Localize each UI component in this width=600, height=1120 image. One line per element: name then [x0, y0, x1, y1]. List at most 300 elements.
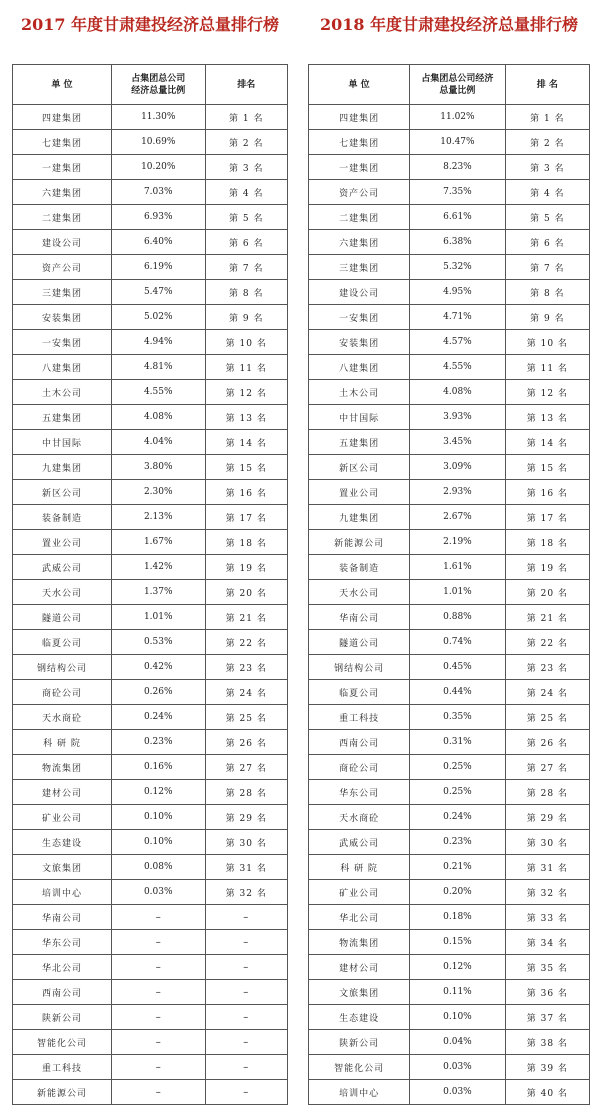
share-cell: 6.61%: [410, 205, 506, 230]
rank-cell: 第 14 名: [505, 430, 589, 455]
share-cell: 4.57%: [410, 330, 506, 355]
table-row: [13, 980, 288, 1005]
table-row: [309, 130, 590, 155]
unit-cell: 天水商砼: [13, 705, 112, 730]
table-row: [309, 930, 590, 955]
header-share: [410, 65, 506, 105]
table-row: [309, 430, 590, 455]
share-cell: 0.16%: [112, 755, 206, 780]
unit-cell: 隧道公司: [13, 605, 112, 630]
rank-cell: 第 8 名: [205, 280, 288, 305]
share-cell: 4.71%: [410, 305, 506, 330]
share-cell: 0.35%: [410, 705, 506, 730]
rank-cell: 第 18 名: [505, 530, 589, 555]
share-cell: –: [112, 1055, 206, 1080]
table-row: [13, 555, 288, 580]
table-row: [309, 1005, 590, 1030]
table-row: [309, 405, 590, 430]
rank-cell: 第 27 名: [205, 755, 288, 780]
rank-cell: 第 12 名: [505, 380, 589, 405]
share-cell: 0.23%: [112, 730, 206, 755]
rank-cell: 第 16 名: [205, 480, 288, 505]
unit-cell: 置业公司: [309, 480, 410, 505]
table-row: [309, 805, 590, 830]
share-cell: 0.03%: [410, 1055, 506, 1080]
share-cell: 0.12%: [410, 955, 506, 980]
table-row: [309, 380, 590, 405]
share-cell: 0.24%: [112, 705, 206, 730]
rank-cell: 第 5 名: [205, 205, 288, 230]
share-cell: 0.74%: [410, 630, 506, 655]
rank-cell: 第 21 名: [505, 605, 589, 630]
table-row: [309, 330, 590, 355]
table-row: [13, 505, 288, 530]
share-cell: 0.03%: [410, 1080, 506, 1105]
header-unit: 单 位: [309, 65, 410, 105]
table-row: [309, 480, 590, 505]
share-cell: 2.67%: [410, 505, 506, 530]
rank-cell: 第 7 名: [205, 255, 288, 280]
share-cell: 0.03%: [112, 880, 206, 905]
ranking-2017-body: [13, 105, 288, 1105]
rank-cell: 第 9 名: [505, 305, 589, 330]
rank-cell: 第 32 名: [505, 880, 589, 905]
unit-cell: 中甘国际: [309, 405, 410, 430]
table-row: [13, 655, 288, 680]
rank-cell: 第 35 名: [505, 955, 589, 980]
unit-cell: 智能化公司: [13, 1030, 112, 1055]
table-row: [309, 555, 590, 580]
unit-cell: 矿业公司: [309, 880, 410, 905]
unit-cell: 建材公司: [13, 780, 112, 805]
share-cell: 10.20%: [112, 155, 206, 180]
rank-cell: 第 15 名: [205, 455, 288, 480]
share-cell: 0.31%: [410, 730, 506, 755]
share-cell: 0.04%: [410, 1030, 506, 1055]
unit-cell: 生态建设: [13, 830, 112, 855]
share-cell: 2.93%: [410, 480, 506, 505]
rank-cell: 第 11 名: [505, 355, 589, 380]
rank-cell: 第 5 名: [505, 205, 589, 230]
rank-cell: 第 18 名: [205, 530, 288, 555]
rank-cell: 第 13 名: [505, 405, 589, 430]
rank-cell: 第 6 名: [205, 230, 288, 255]
unit-cell: 重工科技: [309, 705, 410, 730]
rank-cell: 第 40 名: [505, 1080, 589, 1105]
unit-cell: 生态建设: [309, 1005, 410, 1030]
rank-cell: 第 24 名: [205, 680, 288, 705]
unit-cell: 物流集团: [309, 930, 410, 955]
share-cell: 3.45%: [410, 430, 506, 455]
unit-cell: 陕新公司: [13, 1005, 112, 1030]
share-cell: –: [112, 905, 206, 930]
rank-cell: 第 12 名: [205, 380, 288, 405]
share-cell: 8.23%: [410, 155, 506, 180]
unit-cell: 华南公司: [309, 605, 410, 630]
table-row: [13, 755, 288, 780]
rank-cell: 第 16 名: [505, 480, 589, 505]
unit-cell: 一建集团: [309, 155, 410, 180]
share-cell: 0.53%: [112, 630, 206, 655]
table-row: [13, 455, 288, 480]
rank-cell: 第 30 名: [205, 830, 288, 855]
share-cell: 2.19%: [410, 530, 506, 555]
unit-cell: 天水公司: [13, 580, 112, 605]
rank-cell: 第 6 名: [505, 230, 589, 255]
table-row: [309, 730, 590, 755]
unit-cell: 六建集团: [13, 180, 112, 205]
header-share: [112, 65, 206, 105]
table-row: [309, 1030, 590, 1055]
unit-cell: 七建集团: [13, 130, 112, 155]
rank-cell: 第 27 名: [505, 755, 589, 780]
table-row: [309, 780, 590, 805]
unit-cell: 建材公司: [309, 955, 410, 980]
table-row: [309, 830, 590, 855]
unit-cell: 华北公司: [13, 955, 112, 980]
rank-cell: 第 1 名: [205, 105, 288, 130]
table-row: [309, 855, 590, 880]
table-row: [13, 930, 288, 955]
rank-cell: 第 17 名: [205, 505, 288, 530]
unit-cell: 钢结构公司: [309, 655, 410, 680]
unit-cell: 培训中心: [13, 880, 112, 905]
table-row: [13, 680, 288, 705]
rank-cell: 第 34 名: [505, 930, 589, 955]
unit-cell: 二建集团: [309, 205, 410, 230]
rank-cell: 第 31 名: [205, 855, 288, 880]
table-row: [13, 305, 288, 330]
table-row: [309, 355, 590, 380]
ranking-2018-panel: [308, 0, 590, 1105]
rank-cell: 第 20 名: [205, 580, 288, 605]
table-row: [309, 505, 590, 530]
rank-cell: 第 4 名: [505, 180, 589, 205]
table-row: [309, 580, 590, 605]
unit-cell: 西南公司: [309, 730, 410, 755]
table-row: [13, 230, 288, 255]
share-cell: 5.02%: [112, 305, 206, 330]
share-cell: 4.94%: [112, 330, 206, 355]
share-cell: 11.30%: [112, 105, 206, 130]
rank-cell: 第 2 名: [205, 130, 288, 155]
share-cell: 0.21%: [410, 855, 506, 880]
unit-cell: 智能化公司: [309, 1055, 410, 1080]
share-cell: 0.88%: [410, 605, 506, 630]
share-cell: 4.04%: [112, 430, 206, 455]
table-row: [309, 1055, 590, 1080]
share-cell: 11.02%: [410, 105, 506, 130]
table-header-row: [13, 65, 288, 105]
share-cell: 0.10%: [410, 1005, 506, 1030]
unit-cell: 钢结构公司: [13, 655, 112, 680]
rank-cell: 第 39 名: [505, 1055, 589, 1080]
table-row: [13, 1030, 288, 1055]
share-cell: –: [112, 1030, 206, 1055]
table-row: [13, 130, 288, 155]
table-row: [309, 205, 590, 230]
share-cell: 3.09%: [410, 455, 506, 480]
table-row: [309, 1080, 590, 1105]
share-cell: 1.67%: [112, 530, 206, 555]
rank-cell: 第 15 名: [505, 455, 589, 480]
unit-cell: 华南公司: [13, 905, 112, 930]
share-cell: 1.01%: [112, 605, 206, 630]
unit-cell: 五建集团: [13, 405, 112, 430]
unit-cell: 装备制造: [309, 555, 410, 580]
rank-cell: –: [205, 980, 288, 1005]
unit-cell: 华东公司: [309, 780, 410, 805]
unit-cell: 三建集团: [13, 280, 112, 305]
table-row: [13, 605, 288, 630]
share-cell: 0.12%: [112, 780, 206, 805]
header-rank: 排名: [205, 65, 288, 105]
unit-cell: 重工科技: [13, 1055, 112, 1080]
unit-cell: 新能源公司: [309, 530, 410, 555]
share-cell: 0.25%: [410, 755, 506, 780]
share-cell: 4.08%: [112, 405, 206, 430]
table-row: [13, 880, 288, 905]
share-cell: 0.10%: [112, 830, 206, 855]
rank-cell: 第 23 名: [205, 655, 288, 680]
rank-cell: 第 9 名: [205, 305, 288, 330]
unit-cell: 西南公司: [13, 980, 112, 1005]
rank-cell: 第 7 名: [505, 255, 589, 280]
table-row: [309, 905, 590, 930]
rank-cell: 第 22 名: [505, 630, 589, 655]
table-row: [13, 580, 288, 605]
unit-cell: 新能源公司: [13, 1080, 112, 1105]
table-row: [309, 680, 590, 705]
rank-cell: 第 29 名: [505, 805, 589, 830]
unit-cell: 文旅集团: [309, 980, 410, 1005]
share-cell: 0.24%: [410, 805, 506, 830]
share-cell: –: [112, 1005, 206, 1030]
header-share-line2: 总量比例: [439, 85, 476, 96]
table-row: [13, 205, 288, 230]
table-row: [309, 630, 590, 655]
rank-cell: 第 10 名: [205, 330, 288, 355]
table-row: [13, 1055, 288, 1080]
rank-cell: 第 30 名: [505, 830, 589, 855]
share-cell: 6.38%: [410, 230, 506, 255]
table-row: [309, 980, 590, 1005]
share-cell: 2.30%: [112, 480, 206, 505]
rank-cell: –: [205, 1005, 288, 1030]
unit-cell: 一安集团: [309, 305, 410, 330]
table-row: [309, 455, 590, 480]
rank-cell: 第 36 名: [505, 980, 589, 1005]
table-row: [13, 255, 288, 280]
table-row: [13, 430, 288, 455]
rank-cell: 第 17 名: [505, 505, 589, 530]
table-row: [309, 280, 590, 305]
rank-cell: 第 31 名: [505, 855, 589, 880]
ranking-2017-title: 2017 年度甘肃建投经济总量排行榜: [20, 15, 280, 34]
rank-cell: 第 3 名: [205, 155, 288, 180]
header-share-line2: 经济总量比例: [131, 85, 186, 96]
rank-cell: 第 19 名: [505, 555, 589, 580]
unit-cell: 华北公司: [309, 905, 410, 930]
table-row: [13, 180, 288, 205]
table-row: [309, 605, 590, 630]
unit-cell: 新区公司: [13, 480, 112, 505]
rank-cell: 第 37 名: [505, 1005, 589, 1030]
table-row: [309, 180, 590, 205]
table-row: [13, 630, 288, 655]
table-row: [309, 155, 590, 180]
rank-cell: 第 19 名: [205, 555, 288, 580]
unit-cell: 临夏公司: [309, 680, 410, 705]
unit-cell: 隧道公司: [309, 630, 410, 655]
share-cell: 4.81%: [112, 355, 206, 380]
unit-cell: 陕新公司: [309, 1030, 410, 1055]
share-cell: 3.93%: [410, 405, 506, 430]
unit-cell: 安装集团: [13, 305, 112, 330]
rank-cell: 第 25 名: [205, 705, 288, 730]
unit-cell: 物流集团: [13, 755, 112, 780]
unit-cell: 四建集团: [13, 105, 112, 130]
unit-cell: 武威公司: [309, 830, 410, 855]
rank-cell: 第 20 名: [505, 580, 589, 605]
share-cell: 0.10%: [112, 805, 206, 830]
share-cell: 2.13%: [112, 505, 206, 530]
rank-cell: 第 26 名: [205, 730, 288, 755]
table-row: [13, 1080, 288, 1105]
rank-cell: 第 29 名: [205, 805, 288, 830]
rank-cell: 第 28 名: [505, 780, 589, 805]
unit-cell: 土木公司: [309, 380, 410, 405]
share-cell: 7.03%: [112, 180, 206, 205]
share-cell: 0.18%: [410, 905, 506, 930]
unit-cell: 六建集团: [309, 230, 410, 255]
share-cell: 0.45%: [410, 655, 506, 680]
share-cell: 1.42%: [112, 555, 206, 580]
ranking-2017-panel: [12, 0, 288, 1105]
table-row: [309, 105, 590, 130]
unit-cell: 商砼公司: [309, 755, 410, 780]
unit-cell: 临夏公司: [13, 630, 112, 655]
unit-cell: 商砼公司: [13, 680, 112, 705]
share-cell: 0.44%: [410, 680, 506, 705]
table-row: [13, 405, 288, 430]
table-row: [13, 1005, 288, 1030]
rank-cell: –: [205, 1080, 288, 1105]
share-cell: 0.23%: [410, 830, 506, 855]
table-row: [309, 655, 590, 680]
unit-cell: 一安集团: [13, 330, 112, 355]
table-row: [13, 105, 288, 130]
rank-cell: 第 4 名: [205, 180, 288, 205]
rank-cell: 第 23 名: [505, 655, 589, 680]
rank-cell: 第 14 名: [205, 430, 288, 455]
share-cell: 5.47%: [112, 280, 206, 305]
unit-cell: 土木公司: [13, 380, 112, 405]
unit-cell: 资产公司: [13, 255, 112, 280]
share-cell: 10.69%: [112, 130, 206, 155]
rank-cell: 第 32 名: [205, 880, 288, 905]
unit-cell: 二建集团: [13, 205, 112, 230]
unit-cell: 一建集团: [13, 155, 112, 180]
share-cell: 0.42%: [112, 655, 206, 680]
table-row: [13, 330, 288, 355]
rank-cell: 第 13 名: [205, 405, 288, 430]
share-cell: 6.93%: [112, 205, 206, 230]
share-cell: 7.35%: [410, 180, 506, 205]
table-row: [309, 305, 590, 330]
unit-cell: 矿业公司: [13, 805, 112, 830]
rank-cell: 第 2 名: [505, 130, 589, 155]
unit-cell: 置业公司: [13, 530, 112, 555]
unit-cell: 五建集团: [309, 430, 410, 455]
table-row: [13, 280, 288, 305]
rank-cell: 第 1 名: [505, 105, 589, 130]
share-cell: 4.55%: [112, 380, 206, 405]
share-cell: 0.15%: [410, 930, 506, 955]
unit-cell: 建设公司: [13, 230, 112, 255]
table-row: [13, 955, 288, 980]
table-header-row: [309, 65, 590, 105]
unit-cell: 培训中心: [309, 1080, 410, 1105]
rank-cell: –: [205, 905, 288, 930]
table-row: [13, 155, 288, 180]
rank-cell: –: [205, 955, 288, 980]
table-row: [309, 255, 590, 280]
unit-cell: 装备制造: [13, 505, 112, 530]
share-cell: 5.32%: [410, 255, 506, 280]
unit-cell: 天水公司: [309, 580, 410, 605]
unit-cell: 八建集团: [309, 355, 410, 380]
rank-cell: 第 24 名: [505, 680, 589, 705]
rank-cell: 第 22 名: [205, 630, 288, 655]
table-row: [13, 780, 288, 805]
table-row: [13, 355, 288, 380]
share-cell: 0.11%: [410, 980, 506, 1005]
share-cell: 6.19%: [112, 255, 206, 280]
unit-cell: 华东公司: [13, 930, 112, 955]
rank-cell: 第 26 名: [505, 730, 589, 755]
ranking-2018-table: [308, 64, 590, 1105]
unit-cell: 八建集团: [13, 355, 112, 380]
table-row: [13, 830, 288, 855]
unit-cell: 科 研 院: [309, 855, 410, 880]
table-row: [13, 530, 288, 555]
share-cell: –: [112, 1080, 206, 1105]
unit-cell: 新区公司: [309, 455, 410, 480]
share-cell: 1.61%: [410, 555, 506, 580]
unit-cell: 三建集团: [309, 255, 410, 280]
share-cell: 6.40%: [112, 230, 206, 255]
rank-cell: 第 8 名: [505, 280, 589, 305]
unit-cell: 天水商砼: [309, 805, 410, 830]
table-row: [309, 705, 590, 730]
header-share-line1: 占集团总公司: [131, 73, 186, 84]
share-cell: 0.26%: [112, 680, 206, 705]
share-cell: 0.25%: [410, 780, 506, 805]
share-cell: 1.01%: [410, 580, 506, 605]
rank-cell: 第 11 名: [205, 355, 288, 380]
unit-cell: 四建集团: [309, 105, 410, 130]
table-row: [309, 755, 590, 780]
table-row: [13, 730, 288, 755]
unit-cell: 七建集团: [309, 130, 410, 155]
table-row: [13, 805, 288, 830]
table-row: [309, 230, 590, 255]
header-rank: 排 名: [505, 65, 589, 105]
table-row: [309, 955, 590, 980]
ranking-2018-body: [309, 105, 590, 1105]
share-cell: 4.08%: [410, 380, 506, 405]
